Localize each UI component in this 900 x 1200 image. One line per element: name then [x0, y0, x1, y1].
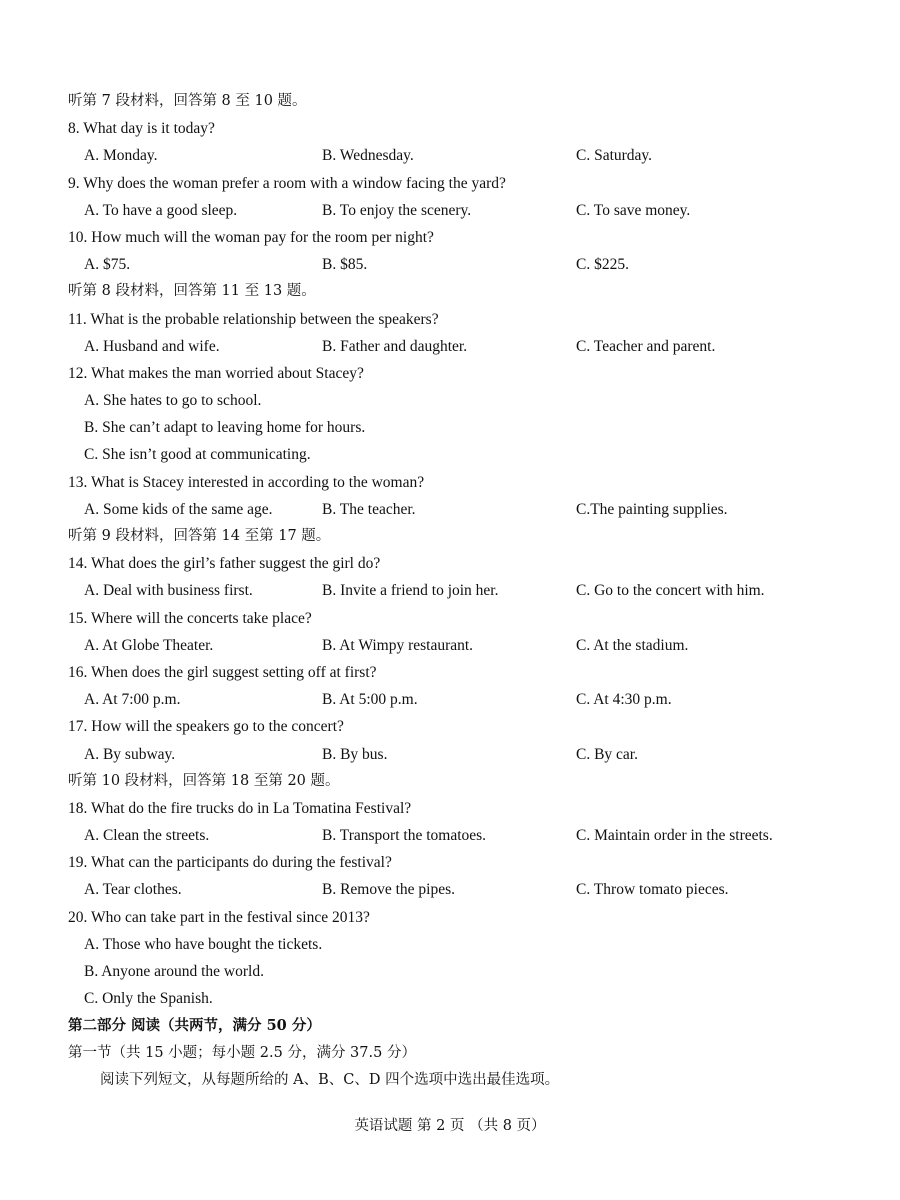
question-19-option-a: A. Tear clothes.	[84, 881, 182, 899]
question-10-stem: 10. How much will the woman pay for the room per night?	[68, 228, 434, 246]
part-two-heading: 第二部分 阅读（共两节，满分 50 分）	[68, 1017, 321, 1035]
question-20-option-a: A. Those who have bought the tickets.	[84, 935, 323, 953]
question-15-stem: 15. Where will the concerts take place?	[68, 609, 312, 627]
section-heading-10: 听第 10 段材料，回答第 18 至第 20 题。	[68, 772, 340, 789]
question-14-stem: 14. What does the girl’s father suggest the girl do?	[68, 555, 381, 573]
question-15-options	[68, 632, 848, 659]
question-17-option-c: C. By car.	[576, 745, 638, 763]
question-14-option-c: C. Go to the concert with him.	[576, 582, 765, 600]
question-15-option-c: C. At the stadium.	[576, 636, 689, 654]
reading-instructions: 阅读下列短文，从每题所给的 A、B、C、D 四个选项中选出最佳选项。	[100, 1071, 560, 1088]
question-8-option-b: B. Wednesday.	[322, 147, 414, 165]
question-9-option-b: B. To enjoy the scenery.	[322, 201, 472, 219]
question-11-option-a: A. Husband and wife.	[84, 337, 220, 355]
question-12-option-b: B. She can’t adapt to leaving home for hours.	[84, 419, 366, 437]
exam-page-body	[68, 88, 848, 1094]
question-10-option-b: B. $85.	[322, 256, 368, 274]
question-17-option-a: A. By subway.	[84, 745, 176, 763]
question-18-option-c: C. Maintain order in the streets.	[576, 827, 773, 845]
question-19-options	[68, 876, 848, 903]
question-16-stem: 16. When does the girl suggest setting off at first?	[68, 663, 377, 681]
question-20-stem: 20. Who can take part in the festival since 2013?	[68, 908, 370, 926]
question-18-option-a: A. Clean the streets.	[84, 827, 210, 845]
question-13-options	[68, 496, 848, 523]
question-17-option-b: B. By bus.	[322, 745, 388, 763]
question-16-options	[68, 686, 848, 713]
question-18-stem: 18. What do the fire trucks do in La Tomatina Festival?	[68, 799, 412, 817]
question-9-stem: 9. Why does the woman prefer a room with a window facing the yard?	[68, 174, 506, 192]
question-19-option-c: C. Throw tomato pieces.	[576, 881, 729, 899]
page-footer: 英语试题 第 2 页 （共 8 页）	[354, 1118, 546, 1134]
question-10-options	[68, 251, 848, 278]
question-19-stem: 19. What can the participants do during the festival?	[68, 854, 392, 872]
part-two-section-one-heading: 第一节（共 15 小题；每小题 2.5 分，满分 37.5 分）	[68, 1044, 416, 1061]
question-8-option-a: A. Monday.	[84, 147, 158, 165]
question-19-option-b: B. Remove the pipes.	[322, 881, 456, 899]
question-11-stem: 11. What is the probable relationship between the speakers?	[68, 310, 439, 328]
question-10-option-c: C. $225.	[576, 256, 629, 274]
question-8-option-c: C. Saturday.	[576, 147, 653, 165]
question-15-option-a: A. At Globe Theater.	[84, 636, 214, 654]
question-10-option-a: A. $75.	[84, 256, 131, 274]
question-9-options	[68, 197, 848, 224]
question-20-option-b: B. Anyone around the world.	[84, 963, 264, 980]
question-14-option-b: B. Invite a friend to join her.	[322, 582, 499, 600]
question-13-option-c: C.The painting supplies.	[576, 500, 728, 518]
question-14-option-a: A. Deal with business first.	[84, 582, 253, 600]
question-15-option-b: B. At Wimpy restaurant.	[322, 636, 474, 654]
question-12-option-a: A. She hates to go to school.	[84, 392, 262, 410]
question-20-option-c: C. Only the Spanish.	[84, 990, 213, 1008]
question-8-options	[68, 142, 848, 169]
question-16-option-c: C. At 4:30 p.m.	[576, 691, 672, 709]
question-17-options	[68, 741, 848, 768]
question-13-option-b: B. The teacher.	[322, 500, 416, 518]
section-heading-8: 听第 8 段材料，回答第 11 至 13 题。	[68, 283, 316, 300]
question-9-option-a: A. To have a good sleep.	[84, 201, 238, 219]
question-11-option-b: B. Father and daughter.	[322, 337, 468, 355]
question-11-option-c: C. Teacher and parent.	[576, 337, 716, 355]
section-heading-7: 听第 7 段材料，回答第 8 至 10 题。	[68, 93, 307, 109]
question-13-option-a: A. Some kids of the same age.	[84, 500, 273, 518]
question-9-option-c: C. To save money.	[576, 201, 691, 219]
question-12-stem: 12. What makes the man worried about Stacey?	[68, 364, 364, 382]
question-14-options	[68, 577, 848, 604]
question-8-stem: 8. What day is it today?	[68, 120, 215, 138]
question-18-option-b: B. Transport the tomatoes.	[322, 827, 487, 845]
question-18-options	[68, 822, 848, 849]
question-17-stem: 17. How will the speakers go to the concert?	[68, 718, 344, 736]
question-16-option-a: A. At 7:00 p.m.	[84, 691, 181, 709]
question-13-stem: 13. What is Stacey interested in according to the woman?	[68, 473, 425, 491]
question-11-options	[68, 333, 848, 360]
question-16-option-b: B. At 5:00 p.m.	[322, 691, 418, 709]
section-heading-9: 听第 9 段材料，回答第 14 至第 17 题。	[68, 528, 331, 544]
question-12-option-c: C. She isn’t good at communicating.	[84, 446, 311, 464]
